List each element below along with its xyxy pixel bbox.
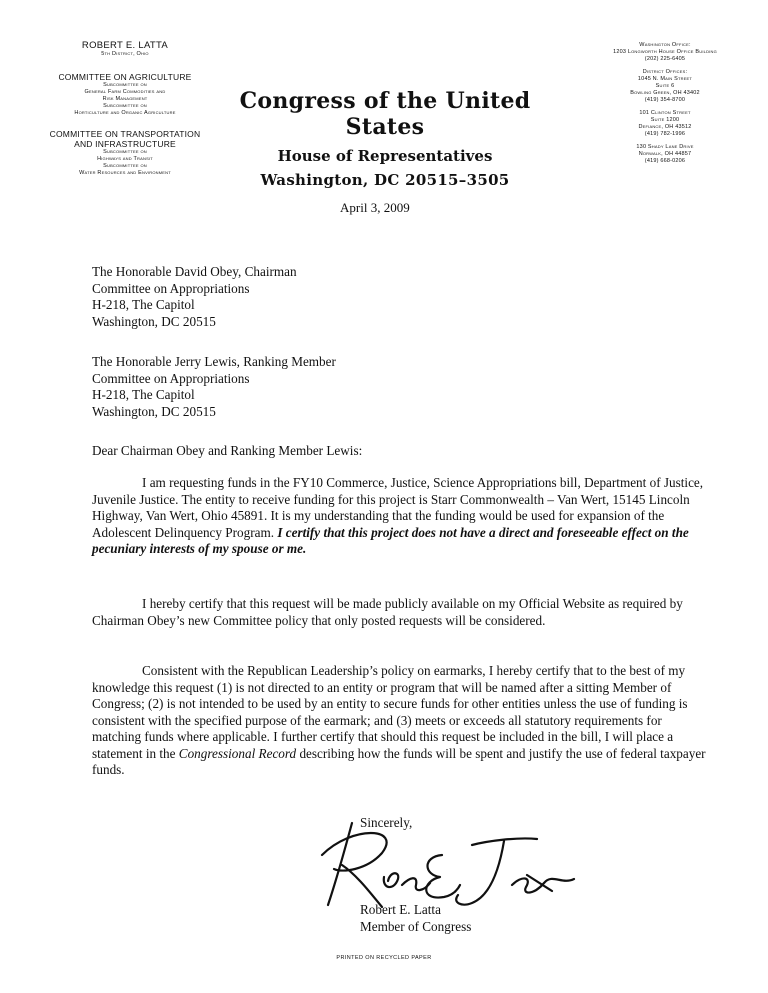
subcommittee-label: Subcommittee on xyxy=(103,82,147,88)
office-phone: (419) 668-0206 xyxy=(644,158,686,164)
office-phone: (419) 354-8700 xyxy=(644,97,686,103)
recipient-block-obey xyxy=(92,264,712,330)
salutation: Dear Chairman Obey and Ranking Member Lewis: xyxy=(92,443,363,458)
signature-block xyxy=(360,902,471,935)
recipient-line: Washington, DC 20515 xyxy=(92,403,216,419)
office-address: Suite 1200 xyxy=(650,117,680,123)
paragraph-text: describing how the funds will be spent and justify the use of federal taxpayer funds. xyxy=(92,745,706,777)
committee-transportation-cont: AND INFRASTRUCTURE xyxy=(74,139,176,149)
office-title: Washington Office: xyxy=(639,42,691,48)
congressional-record: Congressional Record xyxy=(178,745,297,761)
paragraph-earmark-policy xyxy=(92,663,712,779)
letter-date: April 3, 2009 xyxy=(340,200,410,215)
office-address: 101 Clinton Street xyxy=(639,110,691,116)
recipient-line: Washington, DC 20515 xyxy=(92,313,216,329)
district-office-defiance xyxy=(580,110,750,138)
office-address: Bowling Green, OH 43402 xyxy=(630,90,700,96)
subcommittee-name: General Farm Commodities and xyxy=(84,89,166,95)
subcommittee-name: Horticulture and Organic Agriculture xyxy=(74,110,176,116)
paragraph-text: I am requesting funds in the FY10 Commerce, Justice, Science Appropriations bill, Department of Justice, Juvenile Justice. The entity to receive funding for this project is Starr Commonwealth – Van Wert, 15145 Lincoln Highway, Van Wert, Ohio 45891. It is my understanding that the funding would be used for expansion of the Adolescent Delinquency Program. xyxy=(92,475,704,540)
paragraph-text: I hereby certify that this request will be made publicly available on my Official Website as required by Chairman Obey’s new Committee policy that only posted requests will be considered. xyxy=(92,596,683,628)
recipient-line: H-218, The Capitol xyxy=(92,297,195,312)
office-title: District Offices: xyxy=(642,69,688,75)
office-address: 1203 Longworth House Office Building xyxy=(613,49,717,55)
recipient-line: Committee on Appropriations xyxy=(92,280,250,296)
office-address: Defiance, OH 43512 xyxy=(638,124,692,130)
committee-agriculture: COMMITTEE ON AGRICULTURE xyxy=(58,72,192,82)
district-offices xyxy=(580,69,750,104)
recipient-line: H-218, The Capitol xyxy=(92,387,195,402)
subcommittee-label: Subcommittee on xyxy=(103,103,147,109)
office-address: Norwalk, OH 44857 xyxy=(638,151,692,157)
subcommittee-label: Subcommittee on xyxy=(103,163,147,169)
letterhead-left xyxy=(30,40,220,177)
committee-transportation: COMMITTEE ON TRANSPORTATION xyxy=(49,129,201,139)
subcommittee-name: Risk Management xyxy=(102,96,148,102)
letterhead-right xyxy=(580,42,750,165)
member-district: 5th District, Ohio xyxy=(101,51,149,57)
office-phone: (419) 782-1996 xyxy=(644,131,686,137)
office-address: 1045 N. Main Street xyxy=(637,76,693,82)
subcommittee-name: Water Resources and Environment xyxy=(79,170,171,176)
washington-address: Washington, DC 20515–3505 xyxy=(260,171,510,189)
closing: Sincerely, xyxy=(360,815,413,830)
washington-office xyxy=(580,42,750,63)
office-address: Suite 6 xyxy=(655,83,675,89)
paragraph-text: Consistent with the Republican Leadership’s policy on earmarks, I hereby certify that to the best of my knowledge this request (1) is not directed to an entity or program that will be named after a sitting Member of Congress; (2) is not intended to be used by an entity to secure funds for other entities unless the use of funding is consistent with the specified purpose of the earmark; and (3) meets or exceeds all statutory requirements for matching funds where applicable. I further certify that should this request be included in the bill, I will place a statement in the xyxy=(92,663,688,761)
recipient-line: Committee on Appropriations xyxy=(92,370,250,386)
letterhead-title xyxy=(215,88,555,189)
office-phone: (202) 225-6405 xyxy=(644,56,686,62)
subcommittee-name: Highways and Transit xyxy=(97,156,153,162)
signer-title: Member of Congress xyxy=(360,918,472,934)
recipient-line: The Honorable Jerry Lewis, Ranking Member xyxy=(92,354,336,369)
signer-name: Robert E. Latta xyxy=(360,902,441,917)
recipient-line: The Honorable David Obey, Chairman xyxy=(92,264,297,279)
member-name: ROBERT E. LATTA xyxy=(81,40,169,51)
office-address: 130 Shady Lane Drive xyxy=(636,144,694,150)
subcommittee-label: Subcommittee on xyxy=(103,149,147,155)
district-office-norwalk xyxy=(580,144,750,165)
recycled-paper-note: PRINTED ON RECYCLED PAPER xyxy=(336,955,432,961)
congress-title: Congress of the United States xyxy=(239,88,531,140)
signature-image xyxy=(312,815,592,915)
paragraph-request xyxy=(92,475,712,558)
paragraph-website xyxy=(92,596,712,629)
house-title: House of Representatives xyxy=(277,147,493,165)
certification-statement: I certify that this project does not have a direct and foreseeable effect on the pecuniary interests of my spouse or me. xyxy=(92,524,689,556)
recipient-block-lewis xyxy=(92,354,712,420)
